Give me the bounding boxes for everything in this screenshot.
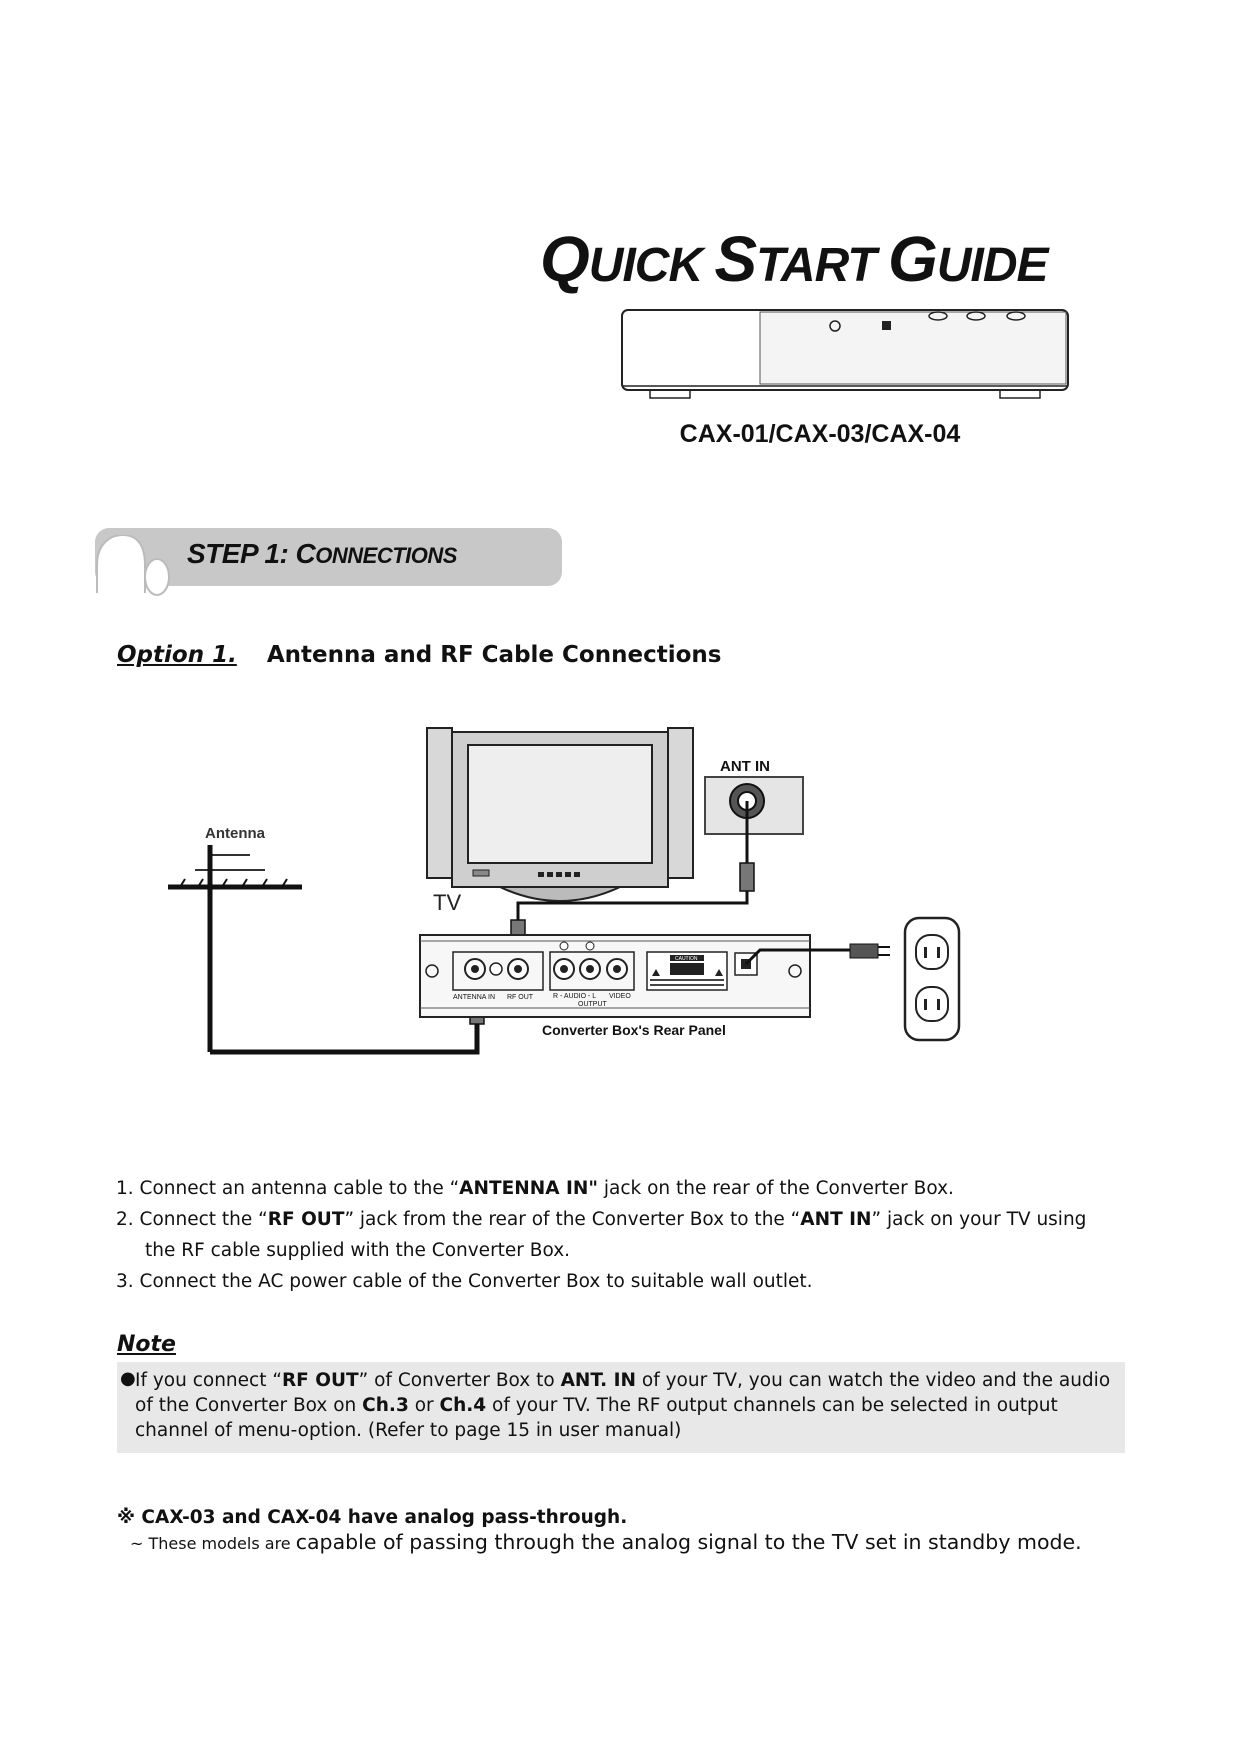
pass-through-large-text: capable of passing through the analog signal to the TV set in standby mode. (295, 1530, 1082, 1554)
instruction-list (116, 1173, 1136, 1297)
port-rf-out-label: RF OUT (507, 994, 534, 1001)
title-s: S (714, 223, 757, 295)
step-title-rest: ONNECTIONS (315, 543, 457, 568)
note-text-part-5: of your TV. The RF output channels can be selected in output channel of menu-option. (Refer to page 15 in user manual) (135, 1395, 1058, 1441)
title-uide: UIDE (936, 239, 1048, 292)
port-antenna-in-label: ANTENNA IN (453, 994, 496, 1001)
connection-diagram (150, 715, 1030, 1135)
instruction-2-text-d: ANT IN (800, 1209, 872, 1230)
instruction-2-text-c: ” jack from the rear of the Converter Box to the “ (344, 1209, 801, 1230)
pass-through-description (130, 1530, 1082, 1554)
caution-label: CAUTION (675, 956, 698, 962)
note-text-part-4: or (408, 1395, 440, 1416)
port-output-label: OUTPUT (578, 1001, 607, 1008)
antenna-label: Antenna (205, 825, 265, 842)
title-g: G (888, 223, 937, 295)
ant-in-label: ANT IN (720, 758, 770, 775)
tv-illustration (427, 728, 693, 901)
note-text-part-1: If you connect “ (135, 1370, 282, 1391)
step-title (187, 538, 457, 570)
instruction-2 (116, 1204, 1136, 1235)
title-q: Q (540, 223, 589, 295)
pass-through-small-text: ~ These models are (130, 1534, 296, 1553)
model-numbers: CAX-01/CAX-03/CAX-04 (679, 420, 961, 448)
option-title: Antenna and RF Cable Connections (266, 642, 722, 668)
note-text (135, 1368, 1115, 1443)
step-title-prefix: STEP 1: C (187, 538, 316, 569)
port-video-label: VIDEO (609, 993, 631, 1000)
note-box (117, 1362, 1125, 1453)
title-tart: TART (756, 239, 876, 292)
instruction-3 (116, 1266, 1136, 1297)
instruction-1-text-c: jack on the rear of the Converter Box. (597, 1178, 954, 1199)
pass-through-heading: ※ CAX-03 and CAX-04 have analog pass-through. (117, 1507, 628, 1528)
instruction-2-text-a: Connect the “ (139, 1209, 268, 1230)
instruction-1-number: 1. (116, 1178, 140, 1199)
instruction-3-number: 3. (116, 1271, 140, 1292)
note-ant-in: ANT. IN (560, 1370, 637, 1391)
title-uick: UICK (588, 239, 703, 292)
note-text-part-2: ” of Converter Box to (358, 1370, 561, 1391)
option-heading (117, 642, 721, 668)
note-bullet-icon: ● (120, 1368, 136, 1389)
note-heading: Note (117, 1332, 176, 1357)
instruction-2-continued: the RF cable supplied with the Converter Box. (145, 1240, 571, 1261)
note-ch4: Ch.4 (439, 1395, 487, 1416)
option-label: Option 1. (117, 642, 237, 668)
note-ch3: Ch.3 (362, 1395, 409, 1416)
tv-label: TV (433, 890, 462, 915)
guide-title (540, 222, 1140, 296)
instruction-2-number: 2. (116, 1209, 140, 1230)
instruction-1 (116, 1173, 1136, 1204)
instruction-3-text: Connect the AC power cable of the Converter Box to suitable wall outlet. (139, 1271, 813, 1292)
note-rf-out: RF OUT (281, 1370, 359, 1391)
instruction-1-text-a: Connect an antenna cable to the “ (139, 1178, 460, 1199)
instruction-2-text-e: ” jack on your TV using (871, 1209, 1087, 1230)
rear-panel-label: Converter Box's Rear Panel (542, 1022, 726, 1038)
instruction-1-text-b: ANTENNA IN" (459, 1178, 598, 1199)
step-banner-decoration (95, 535, 175, 605)
note-text-part-3: of your TV, you can watch the video and the audio of the Converter Box on (135, 1370, 1111, 1416)
instruction-2-text-b: RF OUT (267, 1209, 345, 1230)
port-audio-label: R - AUDIO - L (553, 993, 597, 1000)
converter-box-front-illustration (620, 308, 1070, 403)
